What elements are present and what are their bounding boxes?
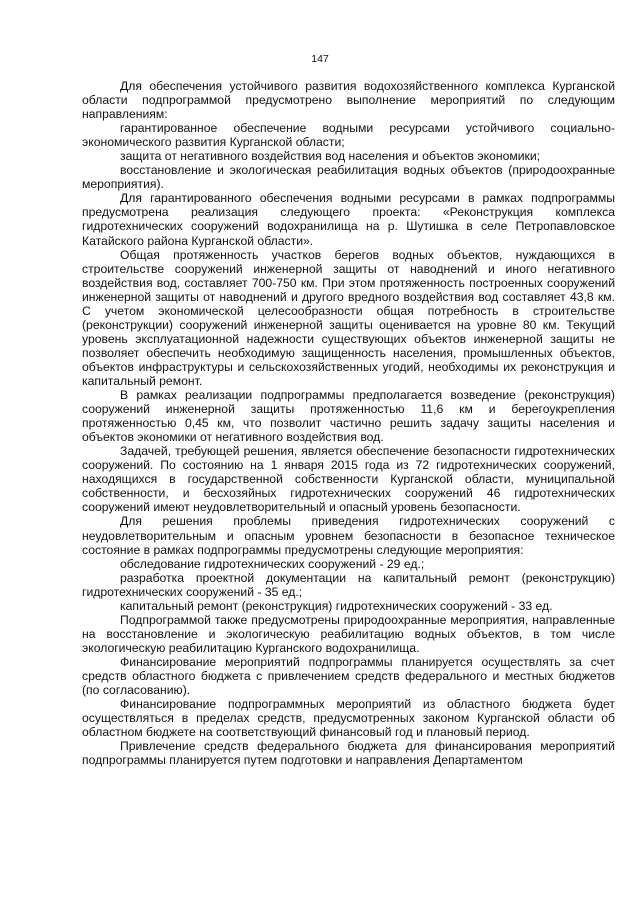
page-number: 147	[311, 53, 329, 65]
paragraph-10: обследование гидротехнических сооружений - 29 ед.;	[120, 556, 425, 571]
paragraph-14: Финансирование мероприятий подпрограммы планируется осуществлять за счет средств областного бюджета с привлечением средств федерального и местных бюджетов (по согласованию).	[82, 654, 615, 698]
paragraph-4: восстановление и экологическая реабилитация водных объектов (природоохранные мероприятия).	[82, 163, 615, 192]
paragraph-5: Для гарантированного обеспечения водными ресурсами в рамках подпрограммы предусмотрена реализация следующего проекта: «Реконструкция комплекса гидротехнических сооружений водохранилища на р. Шутишка в селе Петропавловское Катайского района Курганской области».	[82, 191, 615, 248]
paragraph-3: защита от негативного воздействия вод населения и объектов экономики;	[120, 149, 541, 164]
paragraph-6: Общая протяженность участков берегов водных объектов, нуждающихся в строительстве сооружений инженерной защиты от наводнений и иного негативного воздействия вод, составляет 700-750 км. При этом протяженность построенных сооружений инженерной защиты от наводнений и другого вредного воздействия вод составляет 43,8 км. С учетом экономической целесообразности общая потребность в строительстве (реконструкции) сооружений инженерной защиты оценивается на уровне 80 км. Текущий уровень эксплуатационной надежности существующих объектов инженерной защиты не позволяет обеспечить необходимую защищенность населения, промышленных объектов, объектов инфраструктуры и сельскохозяйственных угодий, необходимы их реконструкция и капитальный ремонт.	[82, 247, 615, 388]
paragraph-8: Задачей, требующей решения, является обеспечение безопасности гидротехнических сооружений. По состоянию на 1 января 2015 года из 72 гидротехнических сооружений, находящихся в государственной собственности Курганской области, муниципальной собственности, и бесхозяйных гидротехнических сооружений 46 гидротехнических сооружений имеют неудовлетворительный и опасный уровень безопасности.	[82, 444, 615, 515]
paragraph-9: Для решения проблемы приведения гидротехнических сооружений с неудовлетворительным и опасным уровнем безопасности в безопасное техническое состояние в рамках подпрограммы предусмотрены следующие мероприятия:	[82, 514, 615, 557]
body-text	[82, 79, 615, 767]
paragraph-11: разработка проектной документации на капитальный ремонт (реконструкцию) гидротехнических сооружений - 35 ед.;	[82, 570, 615, 599]
paragraph-2: гарантированное обеспечение водными ресурсами устойчивого социально-экономического развития Курганской области;	[82, 121, 615, 150]
paragraph-13: Подпрограммой также предусмотрены природоохранные мероприятия, направленные на восстановление и экологическую реабилитацию водных объектов, в том числе экологическую реабилитацию Курганского водохранилища.	[82, 612, 615, 655]
paragraph-1: Для обеспечения устойчивого развития водохозяйственного комплекса Курганской области подпрограммой предусмотрено выполнение мероприятий по следующим направлениям:	[82, 79, 615, 122]
paragraph-7: В рамках реализации подпрограммы предполагается возведение (реконструкция) сооружений инженерной защиты протяженностью 11,6 км и берегоукрепления протяженностью 0,45 км, что позволит частично решить задачу защиты населения и объектов экономики от негативного воздействия вод.	[82, 388, 615, 445]
paragraph-15: Финансирование подпрограммных мероприятий из областного бюджета будет осуществляться в пределах средств, предусмотренных законом Курганской области об областном бюджете на соответствующий финансовый год и плановый период.	[82, 697, 615, 740]
paragraph-12: капитальный ремонт (реконструкция) гидротехнических сооружений - 33 ед.	[120, 598, 553, 613]
paragraph-16: Привлечение средств федерального бюджета для финансирования мероприятий подпрограммы планируется путем подготовки и направления Департаментом	[82, 739, 615, 768]
